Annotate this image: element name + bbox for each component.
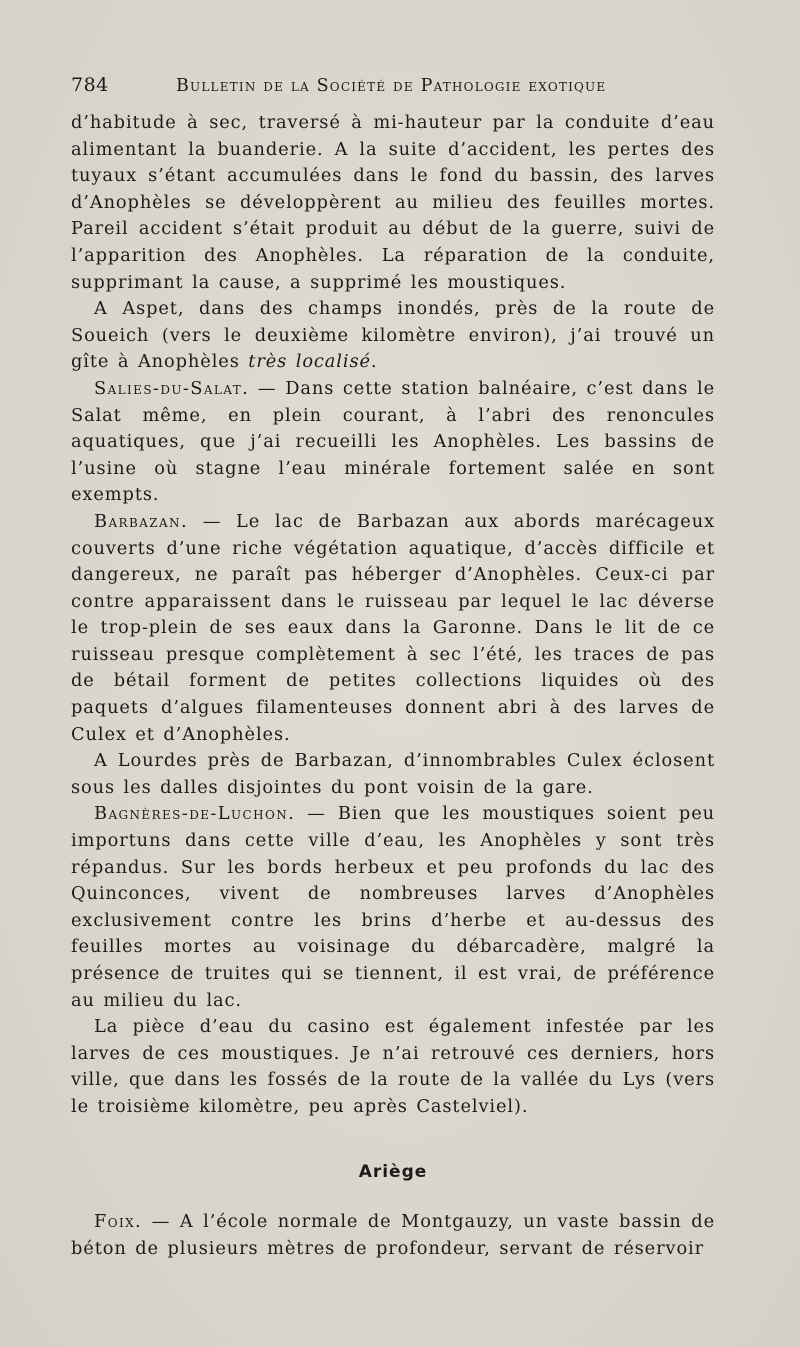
place-heading: Barbazan. bbox=[94, 510, 189, 532]
running-title: Bulletin de la Société de Pathologie exotique bbox=[176, 76, 607, 96]
place-heading: Foix. bbox=[94, 1211, 143, 1233]
paragraph-text: — Le lac de Barbazan aux abords marécageux couverts d’une riche végétation aquatique, d’accès difficile et dangereux, ne paraît pas héberger d’Anophèles. Ceux-ci par contre apparaissent dans le ruisseau par lequel le lac déverse le trop-plein de ses eaux dans la Garonne. Dans le lit de ce ruisseau presque complètement à sec l’été, les traces de pas de bétail forment de petites collections liquides où des paquets d’algues filamenteuses donnent abri à des larves de Culex et d’Anophèles. bbox=[71, 510, 715, 745]
paragraph-text: A Lourdes près de Barbazan, d’innombrables Culex éclosent sous les dalles disjointes du pont voisin de la gare. bbox=[71, 750, 715, 798]
section-title: Ariège bbox=[358, 1161, 428, 1182]
paragraph bbox=[71, 376, 715, 509]
paragraph bbox=[71, 1209, 715, 1262]
paragraph-text: — A l’école normale de Montgauzy, un vaste bassin de béton de plusieurs mètres de profondeur, servant de réservoir bbox=[71, 1211, 715, 1259]
place-heading: Salies-du-Salat. bbox=[94, 377, 250, 399]
paragraph bbox=[71, 748, 715, 801]
paragraph bbox=[71, 296, 715, 376]
paragraph-text: La pièce d’eau du casino est également infestée par les larves de ces moustiques. Je n’ai retrouvé ces derniers, hors ville, que dans les fossés de la route de la vallée du Lys (vers le troisième kilomètre, peu après Castelviel). bbox=[71, 1016, 715, 1117]
paragraph bbox=[71, 509, 715, 748]
page-number: 784 bbox=[71, 74, 109, 96]
paragraph bbox=[71, 1014, 715, 1120]
paragraph-text: — Bien que les moustiques soient peu importuns dans cette ville d’eau, les Anophèles y sont très répandus. Sur les bords herbeux et peu profonds du lac des Quinconces, vivent de nombreuses larves d’Anophèles exclusivement contre les brins d’herbe et au-dessus des feuilles mortes au voisinage du débarcadère, malgré la présence de truites qui se tiennent, il est vrai, de préférence au milieu du lac. bbox=[71, 803, 715, 1011]
body-text bbox=[71, 110, 715, 1262]
paragraph-text: — Dans cette station balnéaire, c’est dans le Salat même, en plein courant, à l’abri des renoncules aquatiques, que j’ai recueilli les Anophèles. Les bassins de l’usine où stagne l’eau minérale fortement salée en sont exempts. bbox=[71, 377, 715, 506]
paragraph-text: d’habitude à sec, traversé à mi-hauteur par la conduite d’eau alimentant la buanderie. A la suite d’accident, les pertes des tuyaux s’étant accumulées dans le fond du bassin, des larves d’Anophèles se développèrent au milieu des feuilles mortes. Pareil accident s’était produit au début de la guerre, suivi de l’apparition des Anophèles. La réparation de la conduite, supprimant la cause, a supprimé les moustiques. bbox=[71, 112, 715, 293]
italic-text: très localisé bbox=[248, 351, 371, 373]
paragraph bbox=[71, 110, 715, 296]
place-heading: Bagnères-de-Luchon. bbox=[94, 803, 296, 825]
paragraph-text: . bbox=[370, 351, 378, 373]
paragraph-text: A Aspet, dans des champs inondés, près de la route de Soueich (vers le deuxième kilomètre environ), j’ai trouvé un gîte à Anophèles bbox=[71, 298, 715, 373]
paragraph bbox=[71, 801, 715, 1014]
page-header bbox=[71, 60, 715, 110]
